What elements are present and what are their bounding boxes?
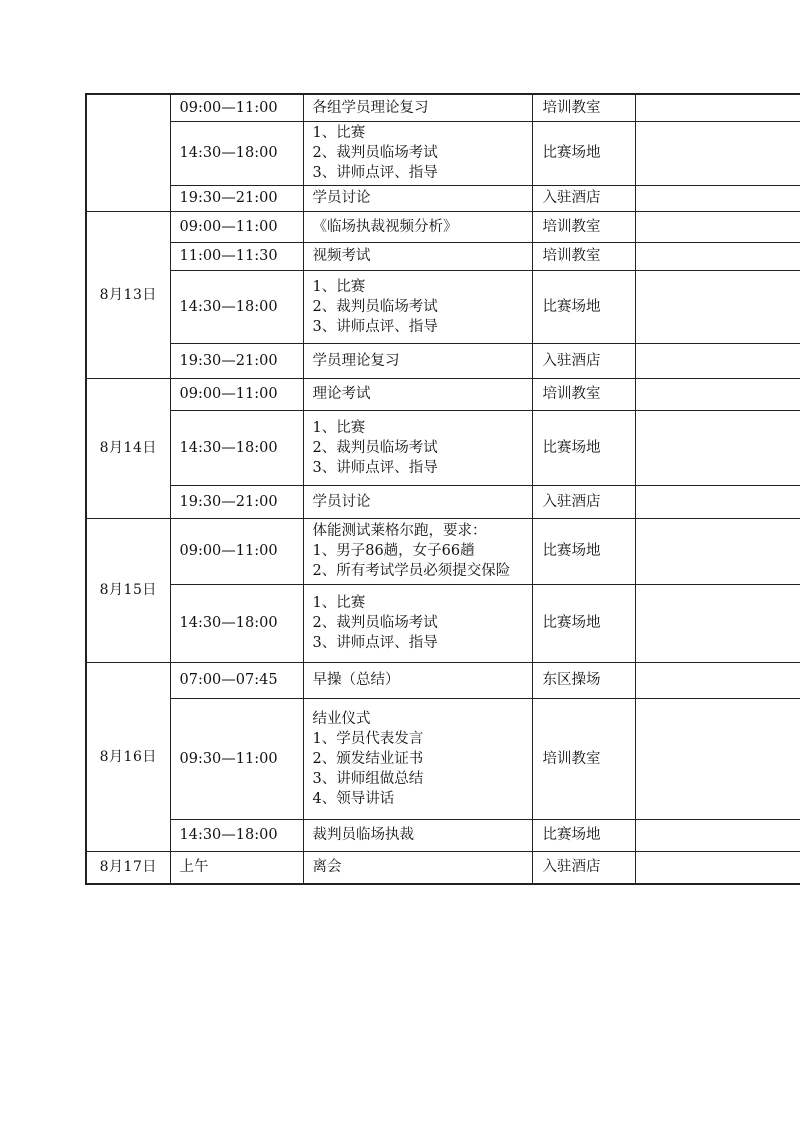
schedule-row [86, 485, 800, 518]
activity-cell [303, 121, 532, 185]
activity-cell [303, 185, 532, 211]
activity-cell [303, 211, 532, 242]
activity-cell [303, 94, 532, 121]
venue-cell: 入驻酒店 [532, 185, 635, 211]
activity-cell [303, 819, 532, 851]
activity-line: 2、裁判员临场考试 [312, 298, 438, 315]
venue-cell: 比赛场地 [532, 518, 635, 584]
note-cell [635, 584, 800, 662]
note-cell [635, 698, 800, 819]
venue-cell: 培训教室 [532, 698, 635, 819]
time-cell: 09:30—11:00 [170, 698, 303, 819]
schedule-row [86, 270, 800, 343]
activity-line: 2、裁判员临场考试 [312, 145, 438, 161]
schedule-row [86, 211, 800, 242]
activity-cell [303, 851, 532, 884]
time-cell: 19:30—21:00 [170, 185, 303, 211]
activity-line: 离会 [312, 859, 342, 876]
activity-line: 裁判员临场执裁 [312, 827, 414, 843]
venue-cell: 入驻酒店 [532, 343, 635, 378]
venue-cell: 入驻酒店 [532, 851, 635, 884]
note-cell [635, 485, 800, 518]
time-cell: 09:00—11:00 [170, 211, 303, 242]
schedule-row [86, 410, 800, 485]
activity-line: 3、讲师组做总结 [312, 770, 424, 787]
date-cell [86, 94, 170, 211]
activity-line: 3、讲师点评、指导 [312, 635, 438, 651]
activity-line: 2、裁判员临场考试 [312, 439, 438, 456]
note-cell [635, 94, 800, 121]
activity-line: 体能测试莱格尔跑，要求： [312, 523, 487, 539]
activity-line: 各组学员理论复习 [312, 99, 429, 116]
schedule-row [86, 378, 800, 410]
time-cell: 14:30—18:00 [170, 819, 303, 851]
venue-cell: 比赛场地 [532, 819, 635, 851]
venue-cell: 培训教室 [532, 242, 635, 270]
activity-line: 学员讨论 [312, 493, 371, 510]
activity-line: 2、裁判员临场考试 [312, 615, 438, 631]
activity-line: 早操（总结） [312, 672, 400, 688]
activity-cell [303, 485, 532, 518]
note-cell [635, 242, 800, 270]
activity-cell [303, 378, 532, 410]
activity-line: 2、颁发结业证书 [312, 750, 424, 767]
note-cell [635, 518, 800, 584]
activity-cell [303, 662, 532, 698]
venue-cell: 比赛场地 [532, 121, 635, 185]
schedule-row [86, 185, 800, 211]
activity-line: 3、讲师点评、指导 [312, 318, 438, 335]
activity-cell [303, 343, 532, 378]
note-cell [635, 343, 800, 378]
note-cell [635, 851, 800, 884]
note-cell [635, 211, 800, 242]
activity-cell [303, 270, 532, 343]
activity-cell [303, 584, 532, 662]
venue-cell: 培训教室 [532, 94, 635, 121]
note-cell [635, 121, 800, 185]
venue-cell: 培训教室 [532, 211, 635, 242]
activity-cell [303, 518, 532, 584]
activity-line: 结业仪式 [312, 710, 371, 727]
schedule-row [86, 662, 800, 698]
activity-line: 1、比赛 [312, 595, 366, 611]
activity-line: 学员理论复习 [312, 352, 400, 369]
time-cell: 14:30—18:00 [170, 410, 303, 485]
date-cell: 8月15日 [86, 518, 170, 662]
schedule-row [86, 851, 800, 884]
activity-cell [303, 698, 532, 819]
schedule-row [86, 242, 800, 270]
note-cell [635, 662, 800, 698]
schedule-row [86, 94, 800, 121]
activity-cell [303, 410, 532, 485]
date-cell: 8月17日 [86, 851, 170, 884]
date-cell: 8月14日 [86, 378, 170, 518]
venue-cell: 比赛场地 [532, 270, 635, 343]
date-cell: 8月16日 [86, 662, 170, 851]
schedule-table [85, 93, 800, 885]
time-cell: 09:00—11:00 [170, 518, 303, 584]
activity-line: 4、领导讲话 [312, 790, 395, 807]
note-cell [635, 410, 800, 485]
time-cell: 14:30—18:00 [170, 584, 303, 662]
activity-line: 视频考试 [312, 248, 371, 264]
note-cell [635, 819, 800, 851]
time-cell: 19:30—21:00 [170, 343, 303, 378]
venue-cell: 比赛场地 [532, 410, 635, 485]
schedule-row [86, 698, 800, 819]
time-cell: 19:30—21:00 [170, 485, 303, 518]
schedule-row [86, 518, 800, 584]
activity-line: 1、比赛 [312, 125, 366, 141]
schedule-row [86, 121, 800, 185]
time-cell: 14:30—18:00 [170, 270, 303, 343]
activity-line: 2、所有考试学员必须提交保险 [312, 563, 511, 579]
time-cell: 09:00—11:00 [170, 94, 303, 121]
activity-line: 3、讲师点评、指导 [312, 459, 438, 476]
activity-line: 理论考试 [312, 386, 371, 402]
activity-line: 学员讨论 [312, 190, 371, 206]
venue-cell: 比赛场地 [532, 584, 635, 662]
time-cell: 11:00—11:30 [170, 242, 303, 270]
schedule-row [86, 343, 800, 378]
time-cell: 上午 [170, 851, 303, 884]
schedule-row [86, 584, 800, 662]
note-cell [635, 378, 800, 410]
time-cell: 07:00—07:45 [170, 662, 303, 698]
venue-cell: 入驻酒店 [532, 485, 635, 518]
note-cell [635, 270, 800, 343]
venue-cell: 培训教室 [532, 378, 635, 410]
activity-line: 1、比赛 [312, 419, 366, 436]
time-cell: 09:00—11:00 [170, 378, 303, 410]
schedule-row [86, 819, 800, 851]
activity-line: 1、学员代表发言 [312, 730, 424, 747]
time-cell: 14:30—18:00 [170, 121, 303, 185]
activity-line: 3、讲师点评、指导 [312, 165, 438, 181]
activity-line: 1、男子86趟，女子66趟 [312, 543, 475, 559]
activity-line: 《临场执裁视频分析》 [312, 218, 458, 235]
venue-cell: 东区操场 [532, 662, 635, 698]
activity-cell [303, 242, 532, 270]
note-cell [635, 185, 800, 211]
activity-line: 1、比赛 [312, 278, 366, 295]
date-cell: 8月13日 [86, 211, 170, 378]
